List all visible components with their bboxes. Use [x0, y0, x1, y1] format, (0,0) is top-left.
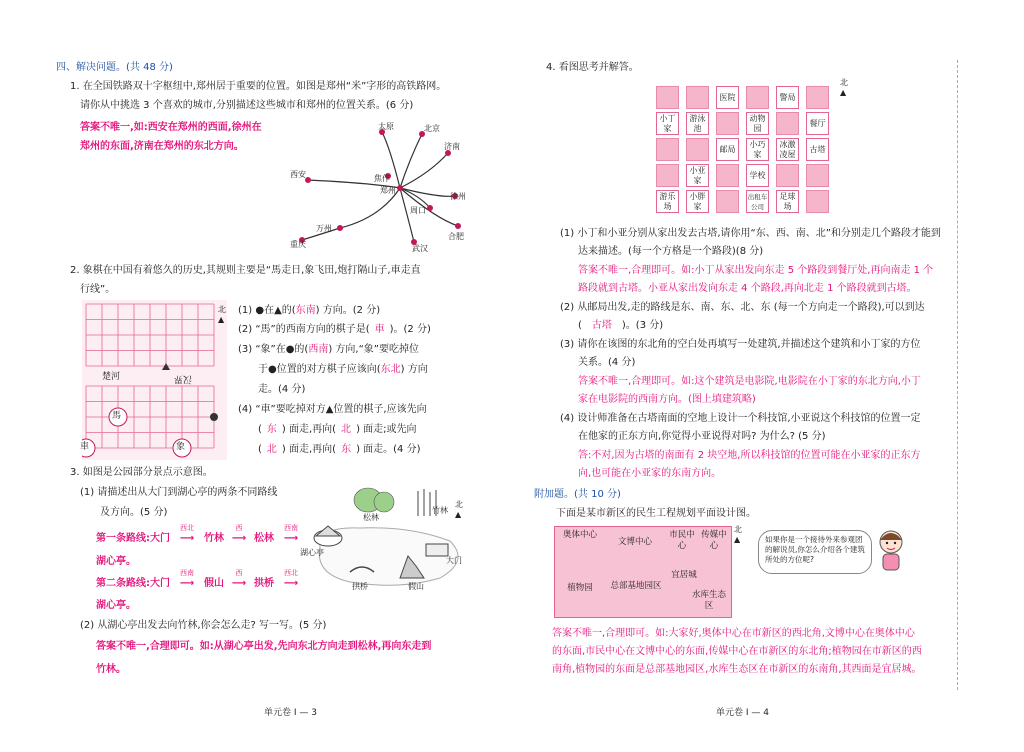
q2-s1: (1) ●在▲的(东南) 方向。(2 分): [238, 305, 381, 316]
grid-cell: [776, 112, 799, 135]
route-one-end: 湖心亭。: [96, 556, 136, 567]
grid-cell: [746, 86, 769, 109]
q2-s4-line2: ( 东 ) 面走,再向( 北 ) 面走;或先向: [258, 424, 417, 435]
cell-restaurant: 餐厅: [806, 112, 829, 135]
q3-answer-2b: 竹林。: [96, 664, 126, 675]
city-chongqing: 重庆: [290, 240, 306, 249]
grid-cell: [716, 164, 739, 187]
cell-xiaoding-home: 小丁家: [656, 112, 679, 135]
q3-text: 3. 如图是公园部分景点示意图。: [70, 467, 213, 478]
bonus-answer-2: 的东面,市民中心在文博中心的东面,传媒中心在市新区的东北角;植物园在市新区的西: [552, 646, 922, 657]
route-two: 第二条路线:大门 西南 ⟶ 假山 西 ⟶ 拱桥 西北 ⟶: [96, 569, 299, 589]
grid-cell: [806, 190, 829, 213]
footer-left: 单元卷 I — 3: [264, 708, 317, 718]
cell-zoo: 动物园: [746, 112, 769, 135]
grid-cell: [656, 164, 679, 187]
bonus-answer-1: 答案不唯一,合理即可。如:大家好,奥体中心在市新区的西北角,文博中心在奥体中心: [552, 628, 915, 639]
q3-p2: (2) 从湖心亭出发去向竹林,你会怎么走? 写一写。(5 分): [80, 620, 327, 631]
city-hefei: 合肥: [448, 232, 464, 241]
city-beijing: 北京: [424, 124, 440, 133]
q3-p1-a: (1) 请描述出从大门到湖心亭的两条不同路线: [80, 487, 278, 498]
cell-pool: 游泳池: [686, 112, 709, 135]
cell-post-office: 邮局: [716, 138, 739, 161]
q2-s3-line1: (3) “象”在●的(西南) 方向,“象”要吃掉位: [238, 344, 419, 355]
park-jiashan: 假山: [408, 582, 424, 591]
river-chu: 楚河: [102, 372, 121, 382]
q4-answer-3a: 答案不唯一,合理即可。如:这个建筑是电影院,电影院在小丁家的东北方向,小丁: [578, 376, 921, 387]
zone-zhiwuyuan: 植物园: [567, 583, 593, 593]
zone-shuiku: 水库生态区: [691, 590, 726, 611]
q2-north-label: 北: [218, 305, 226, 314]
cell-xiaoqiao-home: 小巧家: [746, 138, 769, 161]
q4-answer-1b: 路段就到古塔。小亚从家出发向东走 4 个路段,再向北走 1 个路段就到古塔。: [578, 283, 917, 294]
north-arrow-icon: ▲: [734, 535, 741, 544]
cell-xiaopang-home: 小胖家: [686, 190, 709, 213]
grid-cell: [656, 138, 679, 161]
q4-p3-b: 关系。(4 分): [578, 357, 636, 368]
cell-taxi-company: 出租车公司: [746, 190, 769, 213]
city-jinan: 济南: [444, 142, 460, 151]
cell-school: 学校: [746, 164, 769, 187]
grid-cell: [806, 86, 829, 109]
q4-p4-b: 在他家的正东方向,你觉得小亚说得对吗? 为什么? (5 分): [578, 431, 826, 442]
park-huxinting: 湖心亭: [300, 548, 324, 557]
grid-cell: [686, 138, 709, 161]
route-one: 第一条路线:大门 西北 ⟶ 竹林 西 ⟶ 松林 西南 ⟶: [96, 524, 299, 544]
speech-bubble: 如果你是一个接待外来参观团的解说员,你怎么介绍各个建筑所处的方位呢?: [758, 530, 872, 574]
q4-answer-3b: 家在电影院的西南方向。(图上填建筑略): [578, 394, 756, 405]
cell-hospital: 医院: [716, 86, 739, 109]
q2-s4-line1: (4) “車”要吃掉对方▲位置的棋子,应该先向: [238, 404, 427, 415]
grid-cell: [716, 112, 739, 135]
city-zhengzhou: 郑州: [380, 186, 396, 195]
city-wanzhou: 万州: [316, 224, 332, 233]
q2-s4-line3: ( 北 ) 面走,再向( 东 ) 面走。(4 分): [258, 444, 421, 455]
q2-s3-line2: 于●位置的对方棋子应该向(东北) 方向: [258, 364, 428, 375]
q2-s3-line3: 走。(4 分): [258, 384, 306, 395]
park-north-label: 北: [455, 500, 463, 509]
zone-shimin: 市民中心: [669, 530, 695, 551]
q4-p2-a: (2) 从邮局出发,走的路线是东、南、东、北、东 (每一个方向走一个路段),可以到达: [560, 302, 925, 313]
zone-aoti: 奥体中心: [562, 530, 597, 540]
north-arrow-icon: ▲: [218, 315, 225, 324]
cell-police: 警局: [776, 86, 799, 109]
q4-p2-b: ( 古塔 )。(3 分): [578, 320, 664, 331]
q4-p1-a: (1) 小丁和小亚分别从家出发去古塔,请你用“东、西、南、北”和分别走几个路段才能到: [560, 228, 941, 239]
park-zhulin: 竹林: [432, 506, 448, 515]
q1-answer-1: 答案不唯一,如:西安在郑州的西面,徐州在: [80, 122, 262, 133]
city-jiaozuo: 焦作: [374, 174, 390, 183]
q1-text-1: 1. 在全国铁路双十字枢纽中,郑州居于重要的位置。如图是郑州“米”字形的高铁路网。: [70, 81, 447, 92]
q4-answer-4a: 答:不对,因为古塔的南面有 2 块空地,所以科技馆的位置可能在小亚家的正东方: [578, 450, 921, 461]
girl-mascot-icon: [874, 528, 908, 574]
grid-cell: [776, 164, 799, 187]
q1-text-2: 请你从中挑选 3 个喜欢的城市,分别描述这些城市和郑州的位置关系。(6 分): [80, 100, 414, 111]
q4-p3-a: (3) 请你在该图的东北角的空白处再填写一处建筑,并描述这个建筑和小丁家的方位: [560, 339, 921, 350]
chess-piece-che: 車: [80, 442, 90, 452]
city-xuzhou: 徐州: [450, 192, 466, 201]
bonus-title: 附加题。(共 10 分): [534, 489, 621, 500]
grid-cell: [686, 86, 709, 109]
grid-cell: [716, 190, 739, 213]
city-zhoukou: 周口: [410, 206, 426, 215]
plan-north-label: 北: [734, 525, 742, 534]
chess-piece-ma: 馬: [112, 411, 122, 421]
q4-north-label: 北: [840, 78, 848, 87]
footer-right: 单元卷 I — 4: [716, 708, 769, 718]
grid-cell: [656, 86, 679, 109]
q4-text: 4. 看图思考并解答。: [546, 62, 639, 73]
cell-xiaoya-home: 小亚家: [686, 164, 709, 187]
section-title: 四、解决问题。(共 48 分): [56, 62, 173, 73]
cell-football-field: 足球场: [776, 190, 799, 213]
q2-s2: (2) “馬”的西南方向的棋子是( 車 )。(2 分): [238, 324, 431, 335]
q4-p1-b: 达来描述。(每一个方格是一个路段)(8 分): [578, 246, 764, 257]
north-arrow-icon: ▲: [455, 510, 462, 519]
q4-p4-a: (4) 设计师准备在古塔南面的空地上设计一个科技馆,小亚说这个科技馆的位置一定: [560, 413, 921, 424]
park-map: [300, 486, 475, 596]
q2-text-2: 行线”。: [80, 284, 116, 295]
q3-p1-b: 及方向。(5 分): [100, 507, 168, 518]
q2-text-1: 2. 象棋在中国有着悠久的历史,其规则主要是“馬走日,象飞田,炮打隔山子,車走直: [70, 265, 421, 276]
cell-ice-cream: 冰激凌屋: [776, 138, 799, 161]
north-arrow-icon: ▲: [840, 88, 847, 97]
bonus-text: 下面是某市新区的民生工程规划平面设计图。: [556, 508, 756, 519]
q1-answer-2: 郑州的东面,济南在郑州的东北方向。: [80, 141, 244, 152]
grid-cell: [806, 164, 829, 187]
q4-answer-1a: 答案不唯一,合理即可。如:小丁从家出发向东走 5 个路段到餐厅处,再向南走 1 个: [578, 265, 934, 276]
q3-answer-2a: 答案不唯一,合理即可。如:从湖心亭出发,先向东北方向走到松林,再向东走到: [96, 641, 432, 652]
page-divider: [957, 60, 958, 690]
cell-playground: 游乐场: [656, 190, 679, 213]
route-two-end: 湖心亭。: [96, 600, 136, 611]
city-taiyuan: 太原: [378, 122, 394, 131]
park-songlin: 松林: [363, 513, 379, 522]
park-damen: 大门: [446, 556, 462, 565]
zone-zongbu: 总部基地园区: [610, 581, 662, 591]
zone-wenbo: 文博中心: [617, 537, 652, 547]
bonus-answer-3: 南角,植物园的东面是总部基地园区,水库生态区在市新区的东南角,其西面是宜居城。: [552, 664, 922, 675]
park-gongqiao: 拱桥: [352, 582, 368, 591]
chess-piece-xiang: 象: [176, 442, 186, 452]
city-xian: 西安: [290, 170, 306, 179]
river-han: 汉界: [174, 373, 193, 384]
cell-pagoda: 古塔: [806, 138, 829, 161]
zone-yiju: 宜居城: [671, 570, 697, 580]
zone-chuanmei: 传媒中心: [701, 530, 727, 551]
q4-answer-4b: 向,也可能在小亚家的东南方向。: [578, 468, 722, 479]
city-wuhan: 武汉: [412, 244, 428, 253]
